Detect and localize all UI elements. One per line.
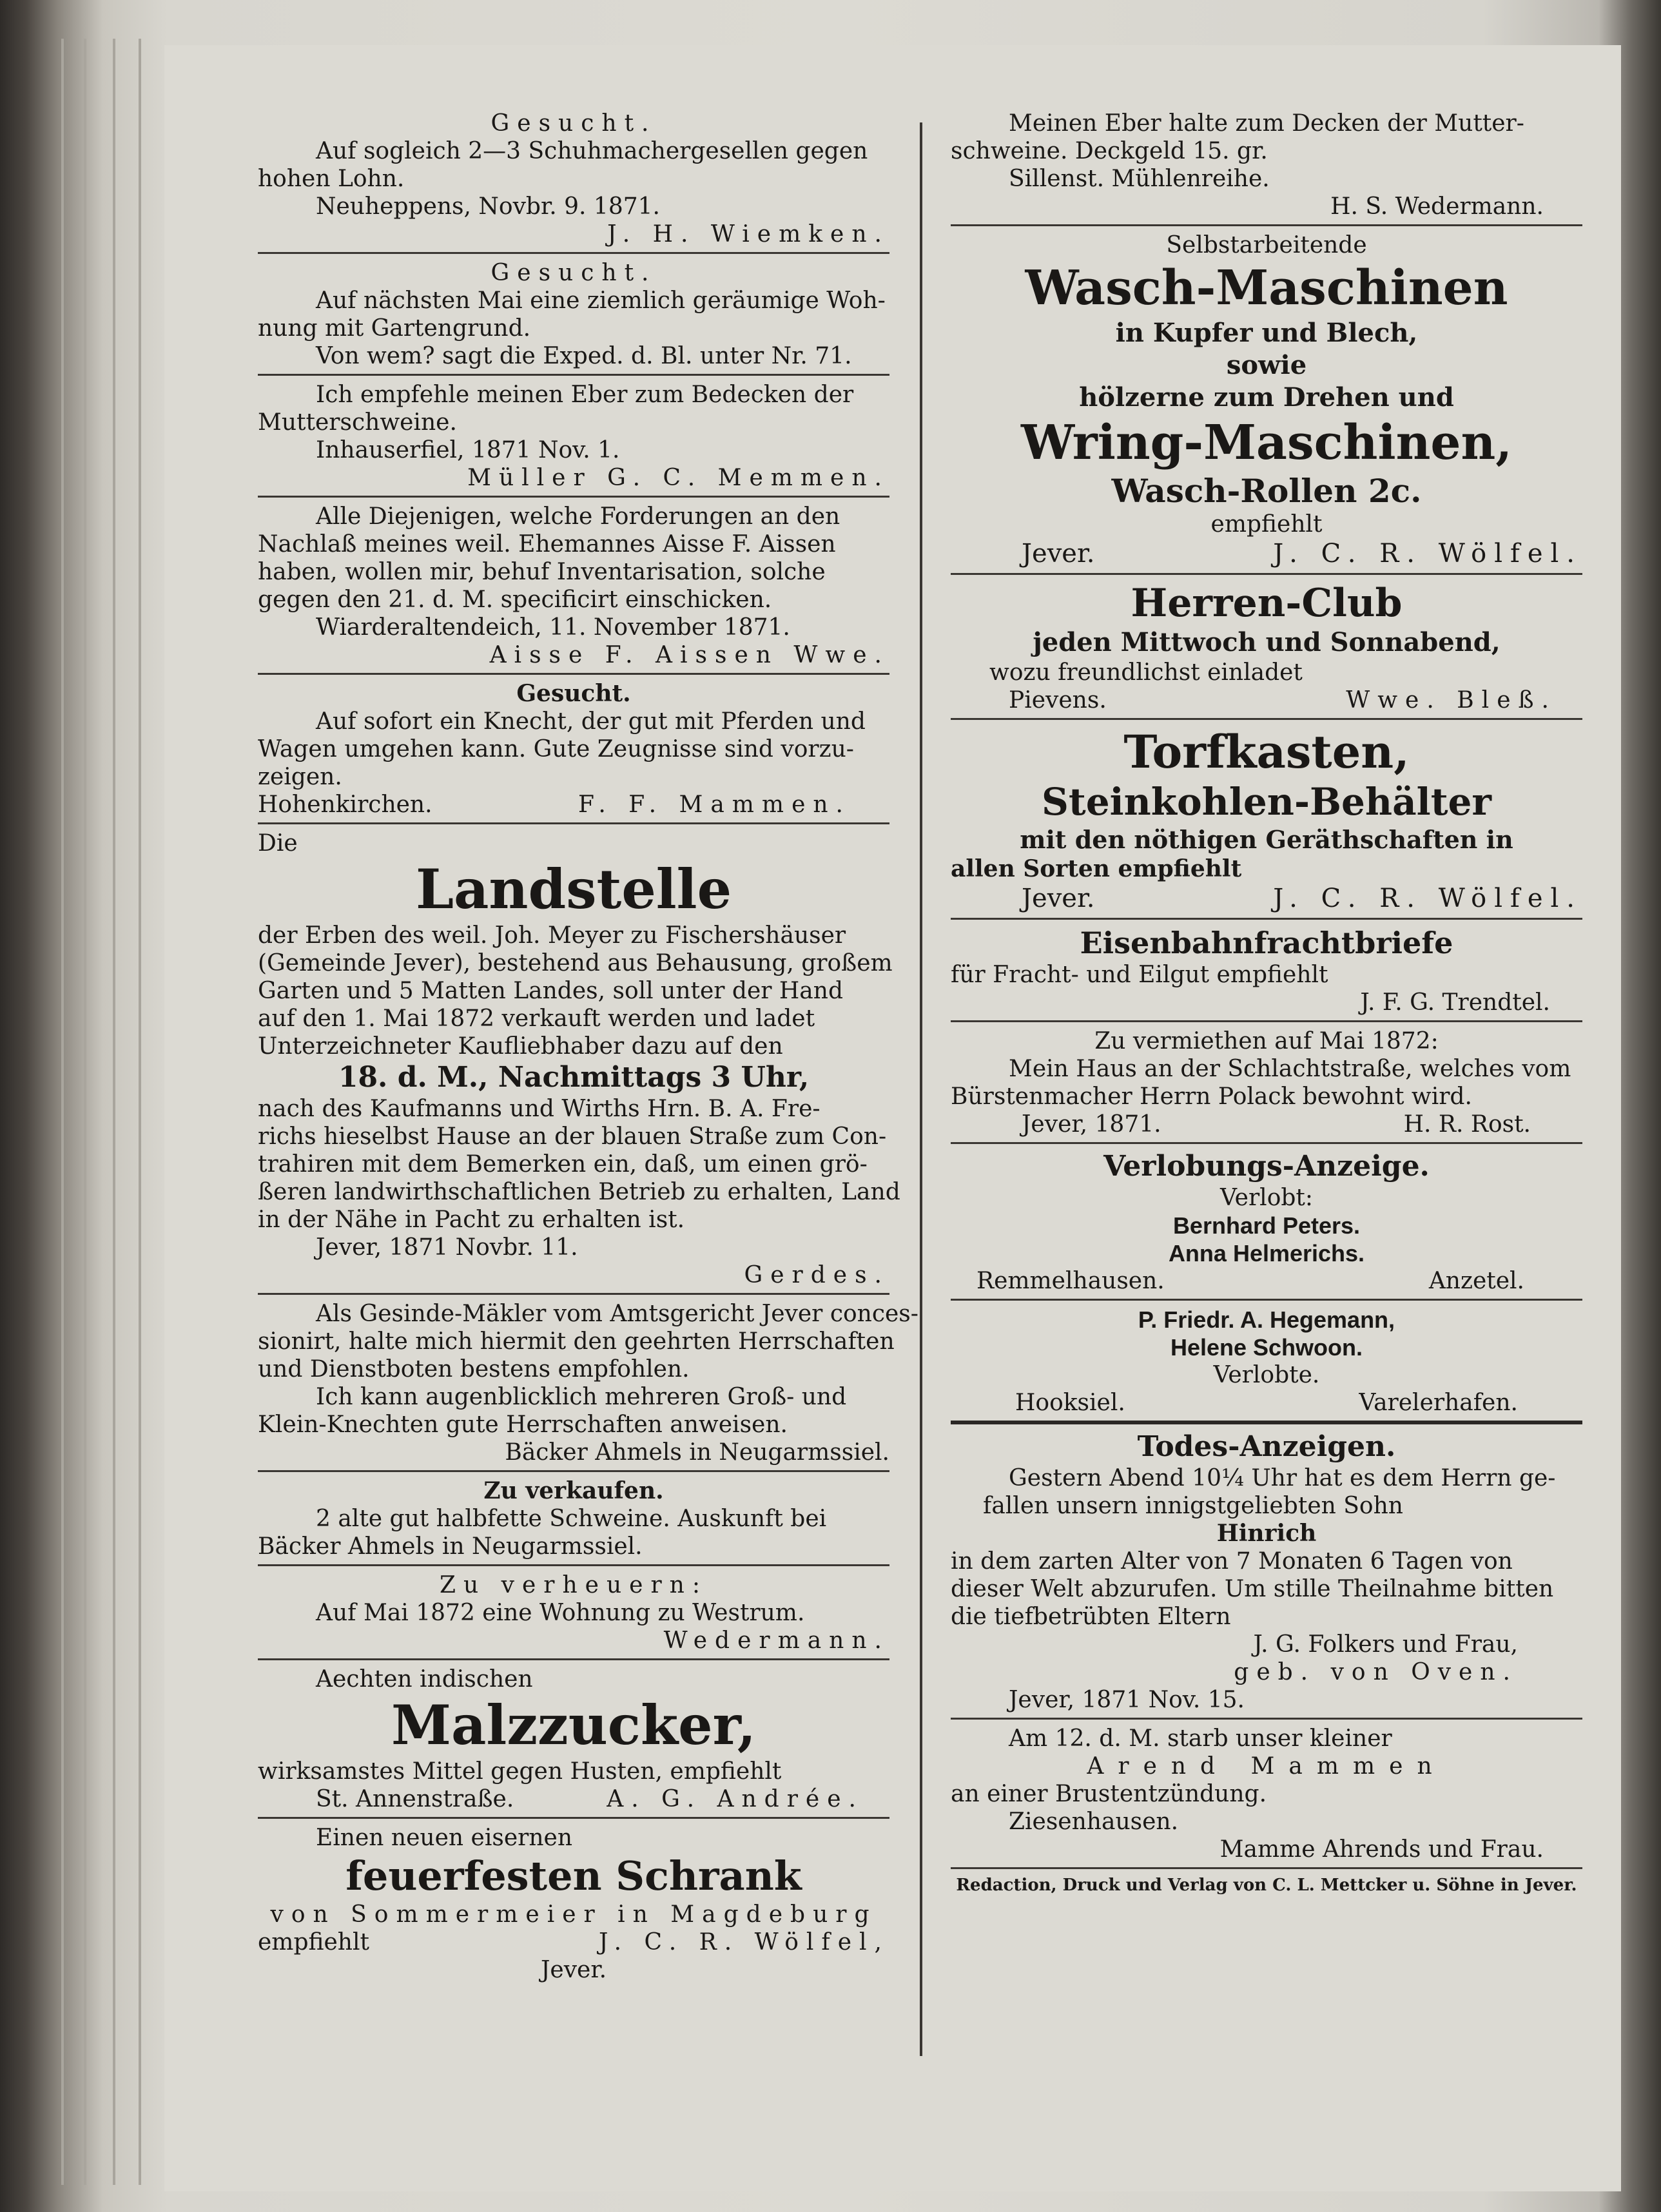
ad-separator [258,374,889,376]
ad-landstelle [258,830,900,1289]
ad-footer [258,1785,889,1813]
ad-text: an einer Brustentzündung. [951,1781,1267,1807]
ad-text: sionirt, halte mich hiermit den geehrten Herrschaften [258,1328,895,1355]
ad-signature: J. H. Wiemken. [607,221,889,247]
ad-headline: feuerfesten Schrank [345,1852,802,1899]
ad-text: Unterzeichneter Kaufliebhaber dazu auf den [258,1033,783,1060]
ad-todes-anzeige-mammen [951,1725,1582,1863]
ad-text: zeigen. [258,764,342,790]
ad-text: fallen unsern innigstgeliebten Sohn [983,1493,1403,1519]
ad-signature: Wwe. Bleß. [1346,687,1557,713]
ad-separator [951,1142,1582,1144]
ad-footer [951,1267,1582,1295]
ad-headline: Steinkohlen-Behälter [1042,780,1491,824]
ad-footer [951,538,1582,569]
ad-date-highlight: 18. d. M., Nachmittags 3 Uhr, [338,1061,810,1094]
ad-signature: J. F. G. Trendtel. [1360,989,1550,1016]
ad-text: haben, wollen mir, behuf Inventarisation, solche [258,559,826,585]
ad-eber-memmen [258,381,889,492]
ad-separator [258,1293,889,1295]
ad-place: Varelerhafen. [1359,1390,1518,1416]
ad-text: Verlobte. [1213,1362,1320,1388]
ad-title: Gesucht. [491,260,657,286]
ad-title: Zu verkaufen. [483,1477,664,1504]
ad-text: Meinen Eber halte zum Decken der Mutter- [1009,110,1524,137]
ad-text: Sillenst. Mühlenreihe. [1009,166,1270,192]
ad-text: Wagen umgehen kann. Gute Zeugnisse sind vorzu- [258,736,854,762]
ad-text: dieser Welt abzurufen. Um stille Theilnahme bitten [951,1576,1554,1602]
ad-separator [258,1658,889,1660]
ad-herren-club [951,580,1582,714]
ad-separator [951,1299,1582,1301]
ad-gesinde-maekler [258,1300,918,1466]
ad-headline: Wasch-Maschinen [1025,260,1508,316]
ad-headline: Wasch-Rollen 2c. [1111,472,1422,510]
ad-text: Klein-Knechten gute Herrschaften anweisen. [258,1412,788,1438]
ad-todes-anzeige-folkers [951,1430,1582,1714]
ad-text: Verlobt: [1219,1185,1314,1211]
ad-text: Bäcker Ahmels in Neugarmssiel. [258,1533,643,1560]
left-column [258,110,918,1984]
ad-place-date: Neuheppens, Novbr. 9. 1871. [316,193,660,220]
ad-place: Jever, 1871. [1022,1111,1161,1138]
ad-place: Jever. [1022,539,1095,568]
ad-text: nach des Kaufmanns und Wirths Hrn. B. A. Fre- [258,1096,821,1122]
ad-text: der Erben des weil. Joh. Meyer zu Fischershäuser [258,922,846,949]
ad-text: für Fracht- und Eilgut empfiehlt [951,962,1328,988]
ad-signature: Aisse F. Aissen Wwe. [489,642,889,668]
ad-subheadline: hölzerne zum Drehen und [1079,382,1454,412]
ad-separator [951,224,1582,226]
ad-signature: Bäcker Ahmels in Neugarmssiel. [505,1439,889,1466]
ad-gesucht-schuhmacher [258,110,889,248]
imprint: Redaction, Druck und Verlag von C. L. Mettcker u. Söhne in Jever. [956,1876,1577,1895]
ad-signature: H. R. Rost. [1403,1111,1531,1138]
ad-text: hohen Lohn. [258,166,405,192]
ad-name: Bernhard Peters. [1172,1212,1361,1239]
ad-feuerfester-schrank [258,1824,889,1984]
ad-place-date: Jever, 1871 Nov. 15. [1009,1687,1245,1713]
ad-signature: J. C. R. Wölfel, [599,1929,889,1955]
ad-text: von Sommermeier in Magdeburg [270,1901,877,1928]
ad-title: Gesucht. [491,110,657,137]
ad-signature: F. F. Mammen. [578,791,851,818]
ad-separator [258,673,889,675]
ad-frachtbriefe [951,925,1582,1016]
ad-title: Zu verheuern: [440,1572,708,1598]
ad-name: Hinrich [1216,1520,1317,1547]
ad-zu-verheuern [258,1571,889,1654]
ad-signature: Mamme Ahrends und Frau. [1219,1836,1544,1863]
ad-subheadline: jeden Mittwoch und Sonnabend, [1033,627,1501,657]
ad-subheadline: mit den nöthigen Geräthschaften in [1020,825,1513,854]
ad-headline: Herren-Club [1131,581,1403,626]
ad-text: gegen den 21. d. M. specificirt einschicken. [258,587,772,613]
ad-text: Ich kann augenblicklich mehreren Groß- und [316,1384,847,1410]
ad-text: und Dienstboten bestens empfohlen. [258,1356,690,1382]
ad-text: (Gemeinde Jever), bestehend aus Behausung, großem [258,950,893,976]
ad-text: Nachlaß meines weil. Ehemannes Aisse F. Aissen [258,531,836,558]
ad-text: Als Gesinde-Mäkler vom Amtsgericht Jever conces- [316,1301,918,1327]
ad-place: Jever. [1022,884,1095,913]
ad-footer [951,1111,1582,1138]
ad-gesucht-knecht [258,680,889,819]
ad-signature: geb. von Oven. [1234,1659,1518,1685]
ad-text: empfiehlt [1210,511,1323,538]
right-column [951,110,1582,1896]
ad-text: allen Sorten empfiehlt [951,855,1242,882]
ad-separator [258,252,889,254]
ad-headline: Eisenbahnfrachtbriefe [1080,926,1453,960]
ad-signature: H. S. Wedermann. [1330,193,1544,220]
ad-text: Am 12. d. M. starb unser kleiner [1009,1725,1392,1752]
ad-text: schweine. Deckgeld 15. gr. [951,138,1268,164]
ad-text: in dem zarten Alter von 7 Monaten 6 Tagen von [951,1548,1513,1575]
ad-torfkasten [951,725,1582,914]
ad-separator [951,1718,1582,1720]
ad-separator [258,1564,889,1566]
ad-place: Hohenkirchen. [258,791,432,818]
ad-name: Anna Helmerichs. [1168,1240,1365,1266]
ad-text: empfiehlt [258,1929,369,1955]
ad-text: 2 alte gut halbfette Schweine. Auskunft bei [316,1506,827,1532]
ad-text: nung mit Gartengrund. [258,315,531,342]
ad-place: Jever. [540,1957,607,1983]
ad-zu-vermiethen [951,1027,1582,1138]
ad-separator [951,1020,1582,1022]
ad-place: Anzetel. [1428,1268,1524,1294]
ad-text: in der Nähe in Pacht zu erhalten ist. [258,1207,685,1233]
ad-headline: Todes-Anzeigen. [1137,1430,1396,1463]
ad-footer [258,791,889,819]
ad-headline: Torfkasten, [1123,725,1410,779]
ad-pre: Aechten indischen [316,1666,533,1693]
ad-signature: J. G. Folkers und Frau, [1253,1631,1518,1658]
ad-signature: Gerdes. [744,1262,889,1288]
ad-text: Von wem? sagt die Exped. d. Bl. unter Nr. 71. [316,343,852,369]
ad-pre: Selbstarbeitende [1166,232,1367,258]
ad-separator [951,1421,1582,1424]
ad-footer [951,686,1582,714]
ad-text: Alle Diejenigen, welche Forderungen an den [316,503,840,530]
ad-place: Pievens. [1009,687,1107,713]
ad-text: Auf sofort ein Knecht, der gut mit Pferden und [316,708,866,735]
ad-separator [951,718,1582,720]
ad-zu-verkaufen [258,1477,889,1560]
ad-signature: J. C. R. Wölfel. [1273,884,1582,913]
ad-headline: Malzzucker, [391,1693,756,1757]
ad-signature: A. G. Andrée. [607,1786,864,1812]
page-edge [139,39,141,2185]
ad-text: Auf Mai 1872 eine Wohnung zu Westrum. [316,1600,805,1626]
ad-text: die tiefbetrübten Eltern [951,1604,1231,1630]
ad-separator [951,1867,1582,1869]
ad-footer [951,883,1582,914]
ad-footer [258,1928,889,1956]
ad-text: Bürstenmacher Herrn Polack bewohnt wird. [951,1083,1472,1110]
ad-place-date: Jever, 1871 Novbr. 11. [316,1234,578,1261]
ad-pre: Die [258,830,298,857]
ad-name: Arend Mammen [1087,1753,1446,1780]
ad-place: Ziesenhausen. [1009,1809,1179,1835]
ad-text: Gestern Abend 10¼ Uhr hat es dem Herrn ge- [1009,1465,1556,1491]
ad-malzzucker [258,1665,889,1813]
ad-nachlass-aissen [258,503,889,669]
ad-pre: Einen neuen eisernen [316,1825,573,1851]
ad-eber-wedermann [951,110,1582,220]
ad-subheadline: in Kupfer und Blech, [1115,318,1418,348]
ad-footer [951,1389,1582,1417]
ad-signature: Wedermann. [663,1627,889,1654]
column-divider [920,122,922,2056]
ad-place: Remmelhausen. [976,1268,1165,1294]
ad-place: St. Annenstraße. [316,1786,514,1812]
ad-separator [258,1817,889,1819]
ad-separator [258,1470,889,1472]
ad-text: Mutterschweine. [258,409,457,436]
ad-subheadline: sowie [1226,350,1307,380]
ad-headline: Landstelle [415,857,732,921]
ad-separator [951,573,1582,575]
ad-text: Ich empfehle meinen Eber zum Bedecken der [316,382,854,408]
ad-text: Mein Haus an der Schlachtstraße, welches vom [1009,1056,1571,1082]
ad-text: Garten und 5 Matten Landes, soll unter der Hand [258,978,843,1004]
ad-gesucht-wohnung [258,259,889,370]
ad-name: Helene Schwoon. [1170,1334,1363,1361]
ad-headline: Verlobungs-Anzeige. [1103,1150,1430,1183]
ad-place-date: Inhauserfiel, 1871 Nov. 1. [316,437,620,463]
ad-headline: Wring-Maschinen, [1020,415,1513,471]
ad-text: trahiren mit dem Bemerken ein, daß, um einen grö- [258,1151,868,1178]
ad-text: ßeren landwirthschaftlichen Betrieb zu erhalten, Land [258,1179,900,1205]
page-edge [113,39,115,2185]
ad-text: wozu freundlichst einladet [989,659,1303,686]
ad-signature: J. C. R. Wölfel. [1273,539,1582,568]
ad-separator [258,822,889,824]
ad-signature: Müller G. C. Memmen. [467,465,889,491]
ad-name: P. Friedr. A. Hegemann, [1138,1306,1395,1333]
page-edge [61,39,64,2185]
ad-text: richs hieselbst Hause an der blauen Straße zum Con- [258,1123,887,1150]
ad-place-date: Wiarderaltendeich, 11. November 1871. [316,614,790,641]
ad-title: Zu vermiethen auf Mai 1872: [1094,1028,1439,1054]
ad-place: Hooksiel. [1015,1390,1125,1416]
ad-separator [258,496,889,498]
ad-text: wirksamstes Mittel gegen Husten, empfiehlt [258,1758,782,1785]
ad-title: Gesucht. [516,680,631,707]
ad-verlobung [951,1149,1582,1417]
ad-waschmaschinen [951,231,1582,569]
ad-text: Auf sogleich 2—3 Schuhmachergesellen gegen [316,138,868,164]
ad-separator [951,918,1582,920]
ad-text: Auf nächsten Mai eine ziemlich geräumige Woh- [316,287,886,314]
page-edge [84,39,86,2185]
ad-text: auf den 1. Mai 1872 verkauft werden und ladet [258,1005,815,1032]
